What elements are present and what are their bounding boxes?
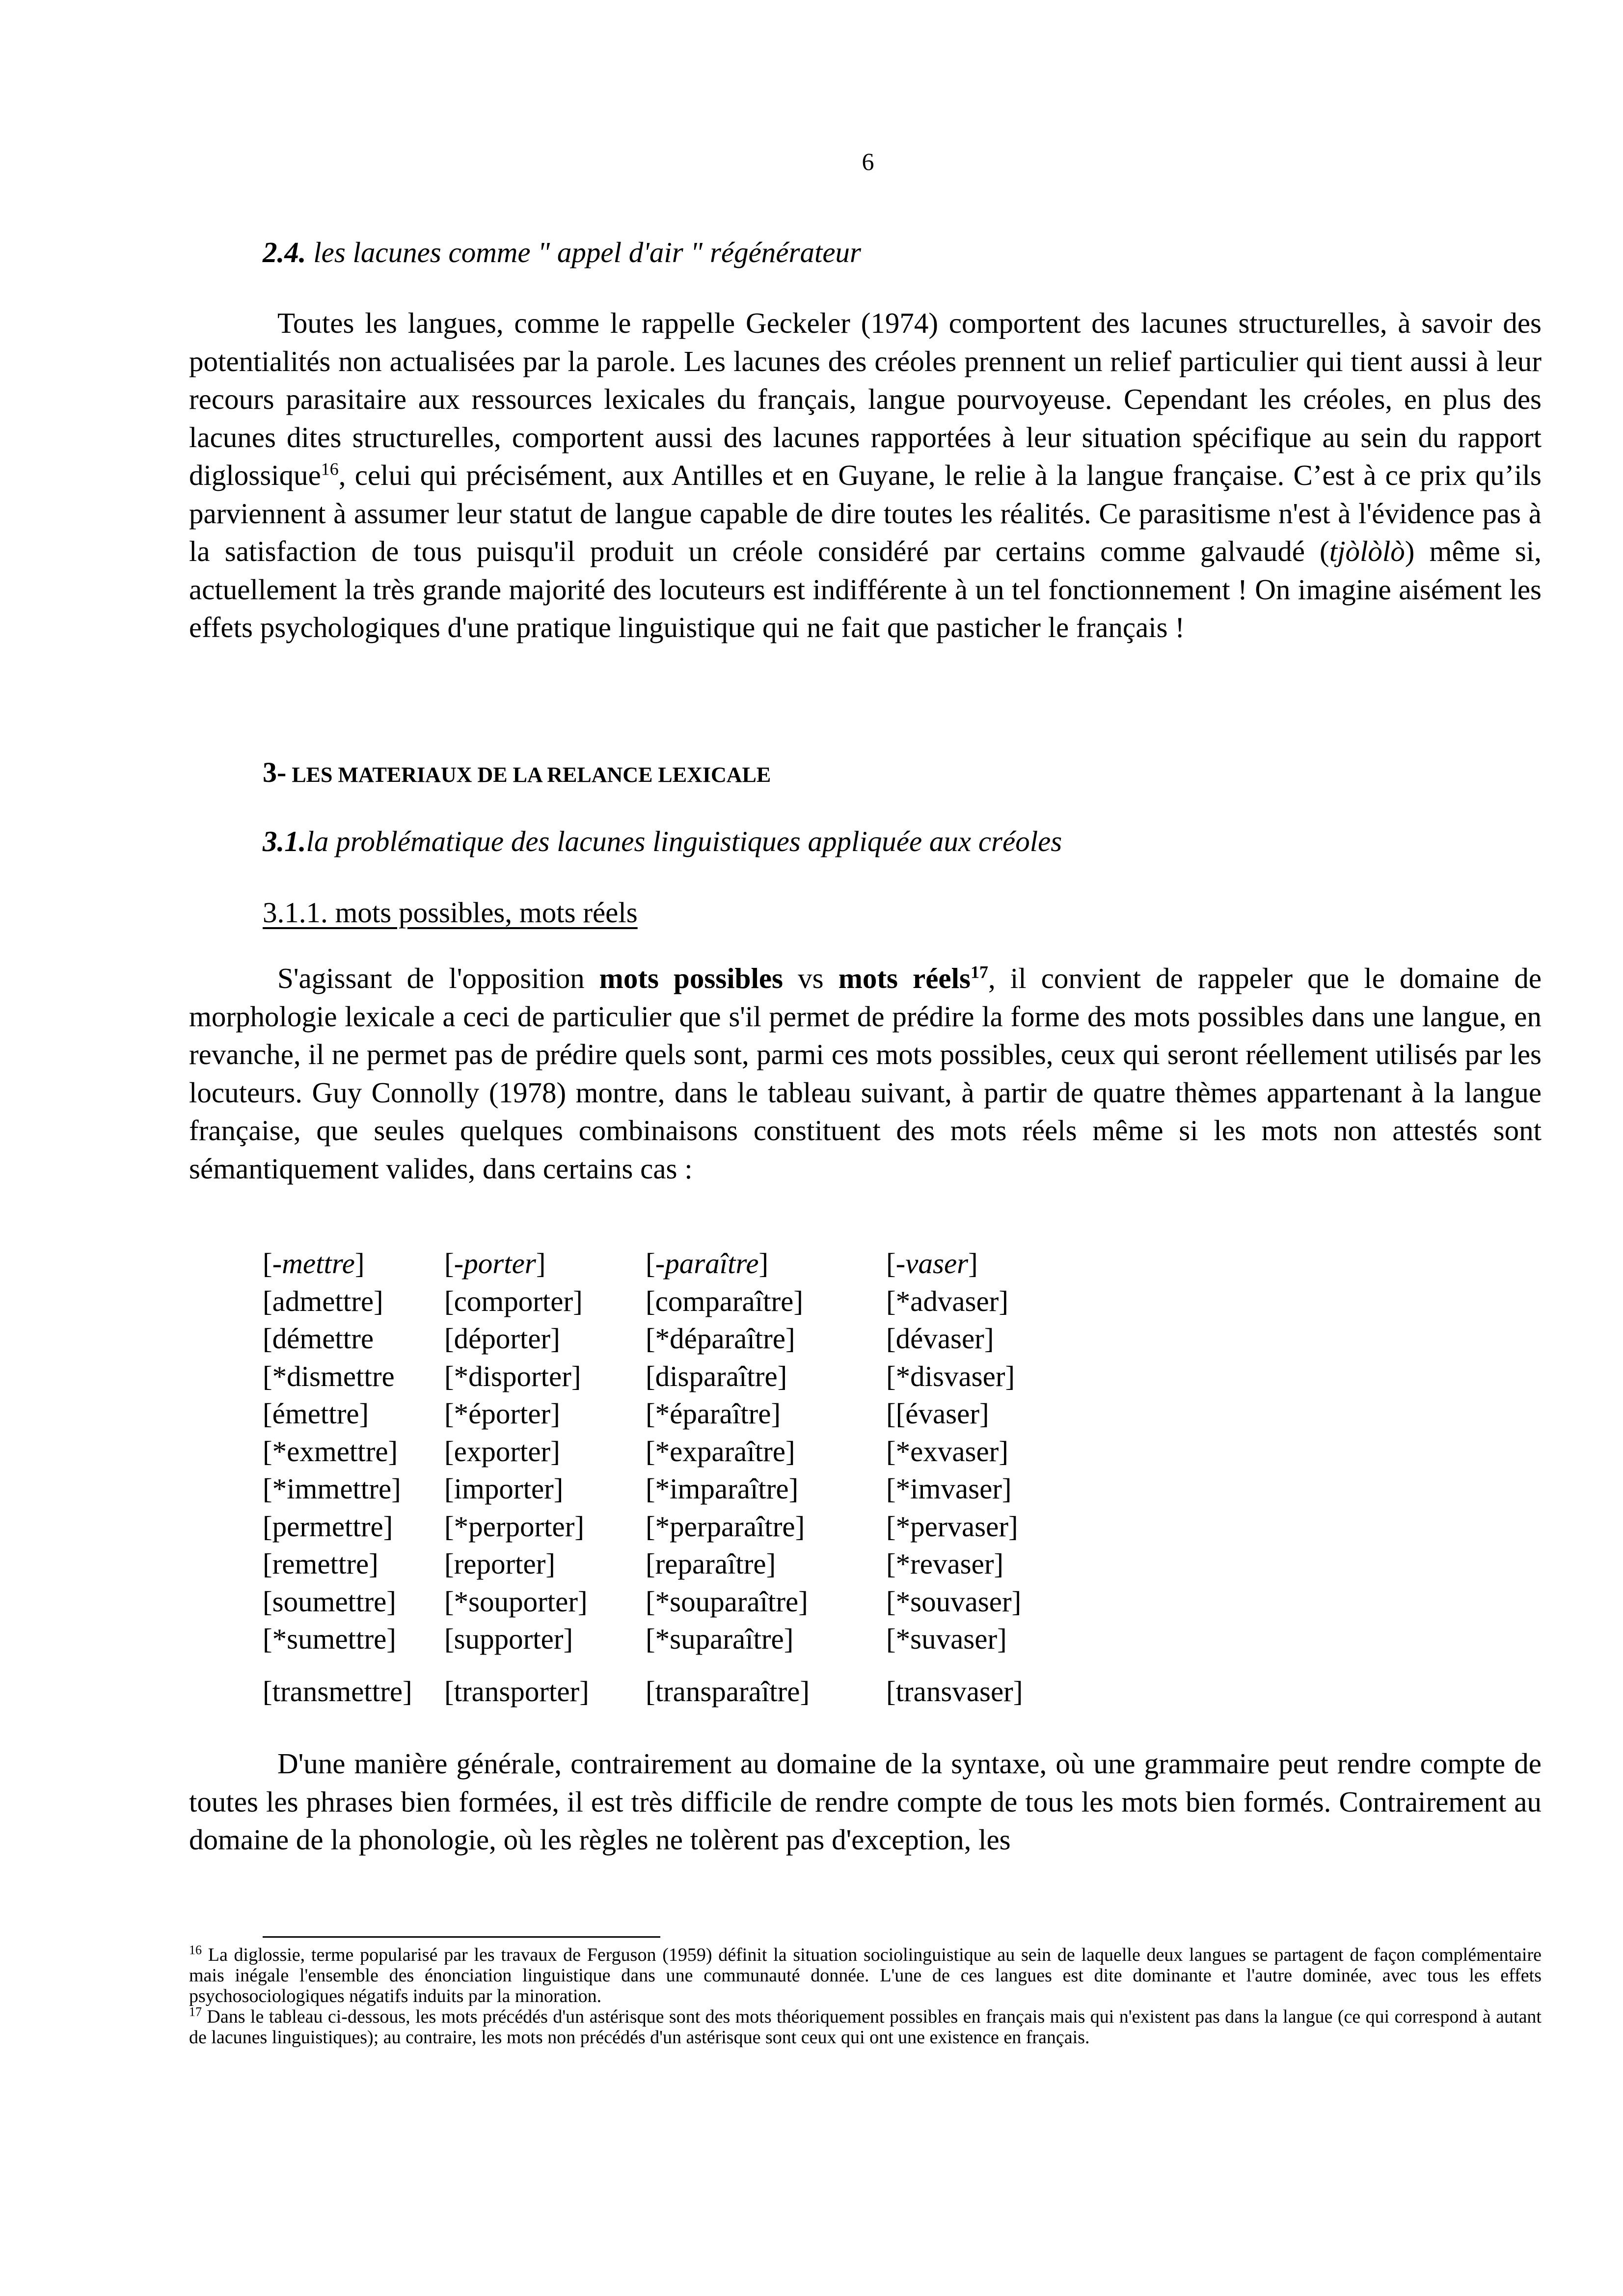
section-heading-2-4 xyxy=(263,236,861,269)
table-cell: [supporter] xyxy=(444,1623,573,1655)
bold-term: mots possibles xyxy=(599,962,784,994)
table-cell: [remettre] xyxy=(263,1548,379,1580)
section-number: 2.4. xyxy=(263,236,306,268)
table-cell: [importer] xyxy=(444,1472,564,1505)
footnote-ref-17[interactable] xyxy=(971,962,988,982)
table-header: [-paraître] xyxy=(646,1247,769,1280)
table-cell: [comporter] xyxy=(444,1284,583,1317)
table-cell: [soumettre] xyxy=(263,1585,396,1618)
section-number: 3.1. xyxy=(263,825,306,857)
footnote-number: 17 xyxy=(970,962,988,982)
section-title: les lacunes comme " appel d'air " régénérateur xyxy=(306,236,861,268)
table-cell: [transporter] xyxy=(444,1675,589,1708)
table-cell: [émettre] xyxy=(263,1397,369,1430)
table-cell: [*exmettre] xyxy=(263,1435,398,1468)
paragraph-text: , il convient de rappeler que le domaine de morphologie lexicale a ceci de particulier que s'il permet de prédire la forme des mots possibles dans une langue, en revanche, il ne permet pas de prédire quels sont, parmi ces mots possibles, ceux qui seront réellement utilisés par les locuteurs. Guy Connolly (1978) montre, dans le tableau suivant, à partir de quatre thèmes appartenant à la langue française, que seules quelques combinaisons constituent des mots réels même si les mots non attestés sont sémantiquement valides, dans certains cas : xyxy=(189,962,1542,1185)
paragraph-text: D'une manière générale, contrairement au domaine de la syntaxe, où une grammaire peut rendre compte de toutes les phrases bien formées, il est très difficile de rendre compte de tous les mots bien formés. Contrairement au domaine de la phonologie, où les règles ne tolèrent pas d'exception, les xyxy=(189,1747,1542,1856)
table-header: [-mettre] xyxy=(263,1247,365,1280)
table-cell: [dévaser] xyxy=(886,1322,994,1355)
table-cell: [*déparaître] xyxy=(646,1322,795,1355)
table-cell: [*imparaître] xyxy=(646,1472,799,1505)
section-number: 3- xyxy=(263,756,287,788)
paragraph-syntaxe xyxy=(189,1745,1542,1859)
table-cell: [*perporter] xyxy=(444,1510,585,1543)
table-cell: [*éporter] xyxy=(444,1397,560,1430)
table-cell: [[évaser] xyxy=(886,1397,989,1430)
page-number: 6 xyxy=(862,148,874,175)
table-cell: [disparaître] xyxy=(646,1360,787,1392)
table-cell: [permettre] xyxy=(263,1510,393,1543)
table-cell: [*souporter] xyxy=(444,1585,588,1618)
paragraph-lacunes xyxy=(189,304,1542,647)
section-title: LES MATERIAUX DE LA RELANCE LEXICALE xyxy=(286,763,771,787)
table-cell: [*imvaser] xyxy=(886,1472,1012,1505)
paragraph-text: vs xyxy=(783,962,839,994)
table-cell: [*sumettre] xyxy=(263,1623,396,1655)
table-cell: [*exvaser] xyxy=(886,1435,1008,1468)
table-cell: [*pervaser] xyxy=(886,1510,1018,1543)
table-cell: [*exparaître] xyxy=(646,1435,795,1468)
table-cell: [reporter] xyxy=(444,1548,556,1580)
table-cell: [*souvaser] xyxy=(886,1585,1022,1618)
table-cell: [déporter] xyxy=(444,1322,560,1355)
table-header: [-porter] xyxy=(444,1247,546,1280)
table-header: [-vaser] xyxy=(886,1247,978,1280)
table-cell: [transmettre] xyxy=(263,1675,412,1708)
table-cell: [*éparaître] xyxy=(646,1397,781,1430)
section-heading-3-1 xyxy=(263,825,1062,858)
footnote-number: 16 xyxy=(189,1943,202,1957)
section-heading-3-1-1: 3.1.1. mots possibles, mots réels xyxy=(263,896,638,929)
paragraph-text: ) même si, actuellement la très grande majorité des locuteurs est indifférente à un tel fonctionnement ! On imagine aisément les effets psychologiques d'une pratique linguistique qui ne fait que pasticher le français ! xyxy=(189,535,1542,643)
paragraph-text: , celui qui précisément, aux Antilles et en Guyane, le relie à la langue française. C’est à ce prix qu’ils parviennent à assumer leur statut de langue capable de dire toutes les réalités. Ce parasitisme n'est à l'évidence pas à la satisfaction de tous puisqu'il produit un créole considéré par certains comme galvaudé ( xyxy=(189,459,1542,567)
footnote-ref-16[interactable]: 16 xyxy=(321,459,339,479)
table-cell: [*advaser] xyxy=(886,1284,1008,1317)
table-cell: [démettre xyxy=(263,1322,374,1355)
table-cell: [*souparaître] xyxy=(646,1585,808,1618)
table-cell: [*suvaser] xyxy=(886,1623,1007,1655)
footnote-number: 17 xyxy=(189,2004,202,2019)
table-cell: [transvaser] xyxy=(886,1675,1023,1708)
footnote-text: La diglossie, terme popularisé par les travaux de Ferguson (1959) définit la situation sociolinguistique au sein de laquelle deux langues se partagent de façon complémentaire mais inégale l'ensemble des énonciation linguistique dans une communauté donnée. L'une de ces langues est dite dominante et l'autre dominée, avec tous les effets psychosociologiques négatifs induits par la minoration. xyxy=(189,1945,1542,2006)
section-title: la problématique des lacunes linguistiques appliquée aux créoles xyxy=(306,825,1062,857)
table-cell: [*revaser] xyxy=(886,1548,1004,1580)
paragraph-mots-possibles xyxy=(189,960,1542,1188)
footnote-17 xyxy=(189,2006,1542,2048)
table-cell: [transparaître] xyxy=(646,1675,810,1708)
italic-term: tjòlòlò xyxy=(1329,535,1405,567)
table-cell: [*dismettre xyxy=(263,1360,395,1392)
footnote-16 xyxy=(189,1945,1542,2006)
table-cell: [*perparaître] xyxy=(646,1510,805,1543)
table-cell: [*disvaser] xyxy=(886,1360,1015,1392)
table-cell: [comparaître] xyxy=(646,1284,804,1317)
footnote-separator xyxy=(263,1936,660,1938)
table-cell: [*suparaître] xyxy=(646,1623,794,1655)
paragraph-text: Toutes les langues, comme le rappelle Geckeler (1974) comportent des lacunes structurelles, à savoir des potentialités non actualisées par la parole. Les lacunes des créoles prennent un relief particulier qui tient aussi à leur recours parasitaire aux ressources lexicales du français, langue pourvoyeuse. Cependant les créoles, en plus des lacunes dites structurelles, comportent aussi des lacunes rapportées à leur situation spécifique au sein du rapport diglossique xyxy=(189,307,1542,491)
bold-term: mots réels xyxy=(838,962,971,994)
table-cell: [admettre] xyxy=(263,1284,383,1317)
table-cell: [reparaître] xyxy=(646,1548,776,1580)
table-cell: [exporter] xyxy=(444,1435,560,1468)
footnote-text: Dans le tableau ci-dessous, les mots précédés d'un astérisque sont des mots théoriquement possibles en français mais qui n'existent pas dans la langue (ce qui correspond à autant de lacunes linguistiques); au contraire, les mots non précédés d'un astérisque sont ceux qui ont une existence en français. xyxy=(189,2006,1542,2048)
section-heading-3 xyxy=(263,756,771,789)
table-cell: [*disporter] xyxy=(444,1360,581,1392)
table-cell: [*immettre] xyxy=(263,1472,401,1505)
paragraph-text: S'agissant de l'opposition xyxy=(277,962,599,994)
